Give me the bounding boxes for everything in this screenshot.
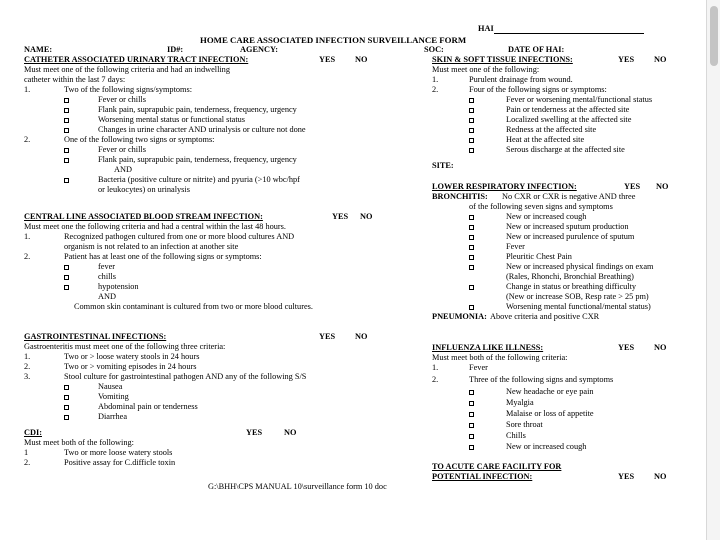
lri-no[interactable]: NO — [656, 182, 669, 191]
checkbox-icon[interactable] — [469, 148, 474, 153]
gi-c3: Stool culture for gastrointestinal pathogen AND any of the following S/S — [64, 372, 307, 381]
skin-s6: Serous discharge at the affected site — [506, 145, 625, 154]
clabsi-title: CENTRAL LINE ASSOCIATED BLOOD STREAM INFECTION: — [24, 212, 263, 221]
cauti-no[interactable]: NO — [355, 55, 368, 64]
cauti-criterion-1-heading: Two of the following signs/symptoms: — [64, 85, 193, 94]
clabsi-r3: Patient has at least one of the following signs or symptoms: — [64, 252, 262, 261]
checkbox-icon[interactable] — [469, 255, 474, 260]
gi-c1: Two or > loose watery stools in 24 hours — [64, 352, 200, 361]
bronchitis-line-1: No CXR or CXR is negative AND three — [502, 192, 636, 201]
lri-checkbox-row[interactable] — [469, 232, 476, 242]
ili-c1: Fever — [469, 363, 488, 372]
cauti-checkbox-row[interactable] — [64, 175, 71, 185]
clabsi-number-2: 2. — [24, 252, 31, 261]
surveillance-form-page — [14, 14, 706, 504]
skin-checkbox-row[interactable] — [469, 95, 476, 105]
checkbox-icon[interactable] — [469, 434, 474, 439]
pneumonia-label: PNEUMONIA: — [432, 312, 487, 321]
cdi-c1: Two or more loose watery stools — [64, 448, 173, 457]
lri-checkbox-row[interactable] — [469, 242, 476, 252]
ili-c2: Three of the following signs and symptoms — [469, 375, 614, 384]
cauti-criteria-line-2: catheter within the last 7 days: — [24, 75, 126, 84]
checkbox-icon[interactable] — [64, 118, 69, 123]
ili-s1: New headache or eye pain — [506, 387, 594, 396]
cauti-checkbox-row[interactable] — [64, 125, 71, 135]
skin-s5: Heat at the affected site — [506, 135, 585, 144]
lri-yes[interactable]: YES — [624, 182, 641, 191]
gi-no[interactable]: NO — [355, 332, 368, 341]
checkbox-icon[interactable] — [469, 225, 474, 230]
checkbox-icon[interactable] — [64, 285, 69, 290]
cauti-criterion-2-heading: One of the following two signs or symptoms: — [64, 135, 215, 144]
vertical-scrollbar[interactable] — [706, 0, 720, 540]
clabsi-number-1: 1. — [24, 232, 31, 241]
cdi-title: CDI: — [24, 428, 42, 437]
checkbox-icon[interactable] — [64, 405, 69, 410]
name-label: NAME: — [24, 45, 53, 54]
cauti-checkbox-row[interactable] — [64, 155, 71, 165]
cauti-checkbox-row[interactable] — [64, 145, 71, 155]
checkbox-icon[interactable] — [469, 118, 474, 123]
clabsi-r1: Recognized pathogen cultured from one or more blood cultures AND — [64, 232, 295, 241]
skin-checkbox-row[interactable] — [469, 105, 476, 115]
ili-s2: Myalgia — [506, 398, 534, 407]
clabsi-s2: chills — [98, 272, 116, 281]
checkbox-icon[interactable] — [469, 401, 474, 406]
transfer-title-line-2: POTENTIAL INFECTION: — [432, 472, 533, 481]
checkbox-icon[interactable] — [469, 108, 474, 113]
cauti-and: AND — [114, 165, 132, 174]
ili-title: INFLUENZA LIKE ILLNESS: — [432, 343, 544, 352]
skin-s3: Localized swelling at the affected site — [506, 115, 632, 124]
checkbox-icon[interactable] — [64, 128, 69, 133]
ili-checkbox-row[interactable] — [469, 387, 476, 397]
checkbox-icon[interactable] — [469, 245, 474, 250]
gi-checkbox-row[interactable] — [64, 402, 71, 412]
pneumonia-text: Above criteria and positive CXR — [490, 312, 600, 321]
gi-c2: Two or > vomiting episodes in 24 hours — [64, 362, 197, 371]
transfer-title-line-1: TO ACUTE CARE FACILITY FOR — [432, 462, 562, 471]
ili-no[interactable]: NO — [654, 343, 667, 352]
gi-yes[interactable]: YES — [319, 332, 336, 341]
bronchitis-label: BRONCHITIS: — [432, 192, 488, 201]
skin-number-1: 1. — [432, 75, 439, 84]
lri-s7a: Change in status or breathing difficulty — [506, 282, 637, 291]
ili-yes[interactable]: YES — [618, 343, 635, 352]
gi-s1: Nausea — [98, 382, 123, 391]
checkbox-icon[interactable] — [64, 275, 69, 280]
ili-number-1: 1. — [432, 363, 439, 372]
checkbox-icon[interactable] — [469, 390, 474, 395]
gi-number-1: 1. — [24, 352, 31, 361]
ili-checkbox-row[interactable] — [469, 431, 476, 441]
lri-checkbox-row[interactable] — [469, 212, 476, 222]
clabsi-yes[interactable]: YES — [332, 212, 349, 221]
clabsi-r2: organism is not related to an infection at another site — [64, 242, 239, 251]
skin-s4: Redness at the affected site — [506, 125, 597, 134]
ili-checkbox-row[interactable] — [469, 420, 476, 430]
cdi-number-2: 2. — [24, 458, 31, 467]
checkbox-icon[interactable] — [469, 445, 474, 450]
gi-s4: Diarrhea — [98, 412, 128, 421]
lri-s5: Pleuritic Chest Pain — [506, 252, 572, 261]
checkbox-icon[interactable] — [64, 108, 69, 113]
cdi-yes[interactable]: YES — [246, 428, 263, 437]
skin-c1: Purulent drainage from wound. — [469, 75, 573, 84]
gi-criteria-line: Gastroenteritis must meet one of the following three criteria: — [24, 342, 226, 351]
gi-number-2: 2. — [24, 362, 31, 371]
cauti-criteria-line-1: Must meet one of the following criteria and had an indwelling — [24, 65, 230, 74]
cauti-number-1: 1. — [24, 85, 31, 94]
footer-file-path: G:\BHH\CPS MANUAL 10\surveillance form 10 doc — [208, 482, 387, 491]
hai-label: HAI — [478, 24, 494, 33]
lri-title: LOWER RESPIRATORY INFECTION: — [432, 182, 577, 191]
soc-label: SOC: — [424, 45, 444, 54]
transfer-yes[interactable]: YES — [618, 472, 635, 481]
cdi-no[interactable]: NO — [284, 428, 297, 437]
clabsi-checkbox-row[interactable] — [64, 272, 71, 282]
ili-s3: Malaise or loss of appetite — [506, 409, 594, 418]
cauti-title: CATHETER ASSOCIATED URINARY TRACT INFECTION: — [24, 55, 249, 64]
skin-checkbox-row[interactable] — [469, 115, 476, 125]
gi-checkbox-row[interactable] — [64, 392, 71, 402]
checkbox-icon[interactable] — [469, 423, 474, 428]
checkbox-icon[interactable] — [64, 415, 69, 420]
skin-yes[interactable]: YES — [618, 55, 635, 64]
skin-s1: Fever or worsening mental/functional status — [506, 95, 653, 104]
gi-checkbox-row[interactable] — [64, 382, 71, 392]
lri-checkbox-row[interactable] — [469, 252, 476, 262]
ili-checkbox-row[interactable] — [469, 442, 476, 452]
skin-number-2: 2. — [432, 85, 439, 94]
checkbox-icon[interactable] — [469, 128, 474, 133]
id-label: ID#: — [167, 45, 184, 54]
lri-s7b: (New or increase SOB, Resp rate > 25 pm) — [506, 292, 649, 301]
checkbox-icon[interactable] — [64, 395, 69, 400]
skin-criteria-line: Must meet one of the following: — [432, 65, 540, 74]
checkbox-icon[interactable] — [469, 215, 474, 220]
cauti-a2: Flank pain, suprapubic pain, tenderness, frequency, urgency — [98, 105, 297, 114]
lri-s8: Worsening mental functional/mental status) — [506, 302, 651, 311]
cauti-b4: or leukocytes) on urinalysis — [98, 185, 190, 194]
checkbox-icon[interactable] — [64, 158, 69, 163]
cdi-c2: Positive assay for C.difficle toxin — [64, 458, 176, 467]
checkbox-icon[interactable] — [469, 235, 474, 240]
lri-checkbox-row[interactable] — [469, 262, 476, 272]
skin-s2: Pain or tenderness at the affected site — [506, 105, 630, 114]
checkbox-icon[interactable] — [64, 98, 69, 103]
cauti-checkbox-row[interactable] — [64, 95, 71, 105]
ili-s4: Sore throat — [506, 420, 543, 429]
ili-checkbox-row[interactable] — [469, 398, 476, 408]
lri-checkbox-row[interactable] — [469, 302, 476, 312]
gi-checkbox-row[interactable] — [64, 412, 71, 422]
cauti-checkbox-row[interactable] — [64, 105, 71, 115]
skin-c2: Four of the following signs or symptoms: — [469, 85, 607, 94]
lri-s4: Fever — [506, 242, 525, 251]
cauti-number-2: 2. — [24, 135, 31, 144]
clabsi-s3: hypotension — [98, 282, 139, 291]
date-of-hai-label: DATE OF HAI: — [508, 45, 565, 54]
ili-s6: New or increased cough — [506, 442, 587, 451]
skin-title: SKIN & SOFT TISSUE INFECTIONS: — [432, 55, 573, 64]
clabsi-checkbox-row[interactable] — [64, 262, 71, 272]
skin-no[interactable]: NO — [654, 55, 667, 64]
checkbox-icon[interactable] — [469, 265, 474, 270]
lri-checkbox-row[interactable] — [469, 222, 476, 232]
lri-checkbox-row[interactable] — [469, 282, 476, 292]
scrollbar-thumb[interactable] — [710, 6, 718, 66]
skin-checkbox-row[interactable] — [469, 135, 476, 145]
agency-label: AGENCY: — [240, 45, 278, 54]
hai-blank-line — [494, 26, 644, 34]
clabsi-checkbox-row[interactable] — [64, 282, 71, 292]
bronchitis-line-2: of the following seven signs and symptoms — [469, 202, 613, 211]
cauti-yes[interactable]: YES — [319, 55, 336, 64]
ili-number-2: 2. — [432, 375, 439, 384]
skin-site-label: SITE: — [432, 161, 454, 170]
checkbox-icon[interactable] — [469, 98, 474, 103]
clabsi-and: AND — [98, 292, 116, 301]
skin-checkbox-row[interactable] — [469, 125, 476, 135]
lri-s6b: (Rales, Rhonchi, Bronchial Breathing) — [506, 272, 634, 281]
checkbox-icon[interactable] — [64, 148, 69, 153]
lri-s1: New or increased cough — [506, 212, 587, 221]
ili-checkbox-row[interactable] — [469, 409, 476, 419]
clabsi-r4: Common skin contaminant is cultured from two or more blood cultures. — [74, 302, 313, 311]
gi-s3: Abdominal pain or tenderness — [98, 402, 198, 411]
checkbox-icon[interactable] — [64, 385, 69, 390]
lri-s6a: New or increased physical findings on exam — [506, 262, 654, 271]
clabsi-s1: fever — [98, 262, 116, 271]
ili-criteria-line: Must meet both of the following criteria: — [432, 353, 568, 362]
clabsi-criteria-line: Must meet one the following criteria and had a central within the last 48 hours. — [24, 222, 286, 231]
transfer-no[interactable]: NO — [654, 472, 667, 481]
cdi-number-1: 1 — [24, 448, 29, 457]
cauti-a1: Fever or chills — [98, 95, 146, 104]
gi-s2: Vomiting — [98, 392, 129, 401]
checkbox-icon[interactable] — [469, 138, 474, 143]
form-title: HOME CARE ASSOCIATED INFECTION SURVEILLANCE FORM — [200, 35, 467, 45]
lri-s2: New or increased sputum production — [506, 222, 629, 231]
checkbox-icon[interactable] — [469, 305, 474, 310]
checkbox-icon[interactable] — [64, 265, 69, 270]
cauti-b2: Flank pain, suprapubic pain, tenderness, frequency, urgency — [98, 155, 297, 164]
gi-number-3: 3. — [24, 372, 31, 381]
gi-title: GASTROINTESTINAL INFECTIONS: — [24, 332, 167, 341]
cauti-b1: Fever or chills — [98, 145, 146, 154]
hai-field — [478, 24, 644, 34]
cauti-a4: Changes in urine character AND urinalysis or culture not done — [98, 125, 306, 134]
skin-checkbox-row[interactable] — [469, 145, 476, 155]
clabsi-no[interactable]: NO — [360, 212, 373, 221]
checkbox-icon[interactable] — [469, 285, 474, 290]
ili-s5: Chills — [506, 431, 526, 440]
lri-s3: New or increased purulence of sputum — [506, 232, 635, 241]
checkbox-icon[interactable] — [469, 412, 474, 417]
cauti-a3: Worsening mental status or functional status — [98, 115, 246, 124]
cauti-b3: Bacteria (positive culture or nitrite) and pyuria (>10 wbc/hpf — [98, 175, 300, 184]
cauti-checkbox-row[interactable] — [64, 115, 71, 125]
cdi-criteria-line: Must meet both of the following: — [24, 438, 134, 447]
checkbox-icon[interactable] — [64, 178, 69, 183]
